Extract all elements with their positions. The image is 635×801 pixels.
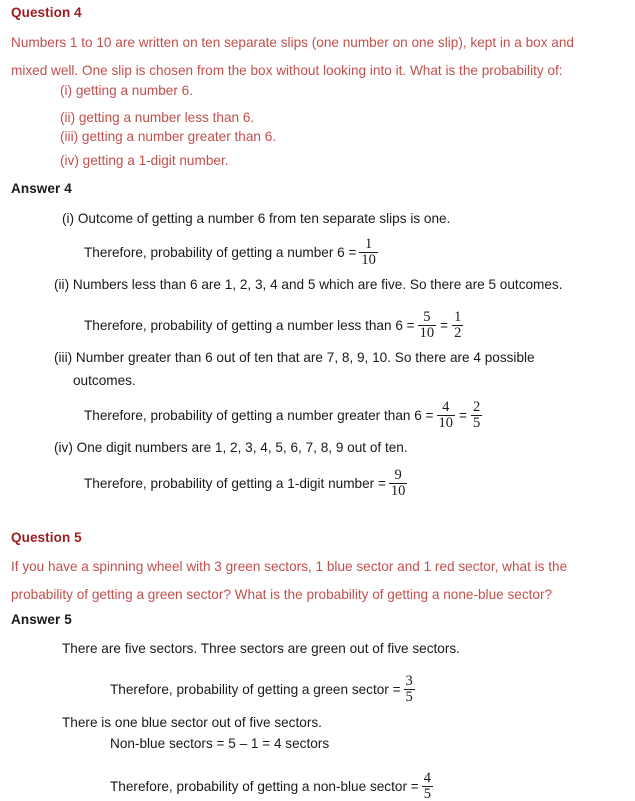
answer-4-part-ii-equals: = [440,318,449,334]
fraction-denominator: 10 [419,324,435,341]
answer-5-conclusion-2 [110,771,436,801]
question-4-body-line-1: Numbers 1 to 10 are written on ten separate slips (one number on one slip), kept in a box and [11,35,574,50]
answer-4-part-ii-fraction-5-10 [418,310,437,341]
question-4-item-i: (i) getting a number 6. [60,83,193,98]
fraction-denominator: 5 [405,688,413,705]
fraction-denominator: 10 [390,482,406,499]
fraction-numerator: 4 [442,398,450,415]
answer-4-part-ii-conclusion-text: Therefore, probability of getting a number less than 6 = [84,318,415,334]
answer-5-conclusion-1 [110,674,418,705]
fraction-denominator: 5 [423,785,431,801]
question-5-heading: Question 5 [11,530,82,545]
fraction-numerator: 1 [365,235,373,252]
answer-4-part-iii-fraction-4-10 [437,400,456,431]
answer-4-part-ii-statement: (ii) Numbers less than 6 are 1, 2, 3, 4 and 5 which are five. So there are 5 outcomes. [54,277,563,292]
answer-4-part-iii-equals: = [459,408,467,424]
answer-5-conclusion-2-text: Therefore, probability of getting a non-blue sector = [110,779,419,795]
answer-4-heading: Answer 4 [11,181,72,196]
question-4-item-iii: (iii) getting a number greater than 6. [60,129,277,144]
answer-5-statement-1: There are five sectors. Three sectors are green out of five sectors. [62,641,460,656]
answer-4-part-iv-fraction-9-10 [389,468,408,499]
question-4-item-iv: (iv) getting a 1-digit number. [60,153,229,168]
answer-4-part-iii-fraction-2-5 [471,400,482,431]
fraction-numerator: 5 [423,308,431,325]
fraction-denominator: 5 [472,414,481,431]
answer-4-part-iv-conclusion [84,468,410,499]
answer-4-part-iv-statement: (iv) One digit numbers are 1, 2, 3, 4, 5, 6, 7, 8, 9 out of ten. [54,440,408,455]
question-5-body-line-1: If you have a spinning wheel with 3 green sectors, 1 blue sector and 1 red sector, what is the [11,559,568,574]
answer-5-fraction-4-5 [422,771,433,801]
answer-4-part-iii-conclusion-text: Therefore, probability of getting a number greater than 6 = [84,408,434,424]
fraction-numerator: 3 [405,672,413,689]
fraction-denominator: 10 [361,251,376,268]
fraction-numerator: 4 [423,769,431,786]
answer-5-fraction-3-5 [404,674,415,705]
fraction-numerator: 2 [472,398,481,415]
question-4-body-line-2: mixed well. One slip is chosen from the box without looking into it. What is the probability of: [11,63,563,78]
answer-5-conclusion-1-text: Therefore, probability of getting a green sector = [110,682,401,698]
fraction-denominator: 10 [438,414,453,431]
answer-4-part-iv-conclusion-text: Therefore, probability of getting a 1-digit number = [84,476,386,492]
answer-4-part-ii-fraction-1-2 [452,310,463,341]
question-5-body-line-2: probability of getting a green sector? What is the probability of getting a none-blue sector? [11,587,553,602]
answer-5-statement-3: Non-blue sectors = 5 – 1 = 4 sectors [110,736,330,751]
answer-5-heading: Answer 5 [11,612,72,627]
fraction-numerator: 1 [454,308,462,325]
question-4-item-ii: (ii) getting a number less than 6. [60,110,255,125]
fraction-numerator: 9 [394,466,402,483]
answer-5-statement-2: There is one blue sector out of five sectors. [62,715,322,730]
question-4-body [11,29,627,85]
fraction-denominator: 2 [454,324,462,341]
answer-4-part-ii-conclusion [84,310,466,341]
answer-4-part-i-conclusion [84,237,381,268]
answer-4-part-iii-statement-line-1: (iii) Number greater than 6 out of ten that are 7, 8, 9, 10. So there are 4 possible [54,350,535,365]
question-5-body [11,553,627,609]
answer-4-part-i-statement: (i) Outcome of getting a number 6 from ten separate slips is one. [62,211,451,226]
answer-4-part-i-fraction-1-10 [359,237,378,268]
answer-4-part-i-conclusion-text: Therefore, probability of getting a number 6 = [84,245,357,261]
answer-4-part-iii-conclusion [84,400,485,431]
answer-4-part-iii-statement-line-2: outcomes. [73,373,136,388]
question-4-heading: Question 4 [11,5,82,20]
